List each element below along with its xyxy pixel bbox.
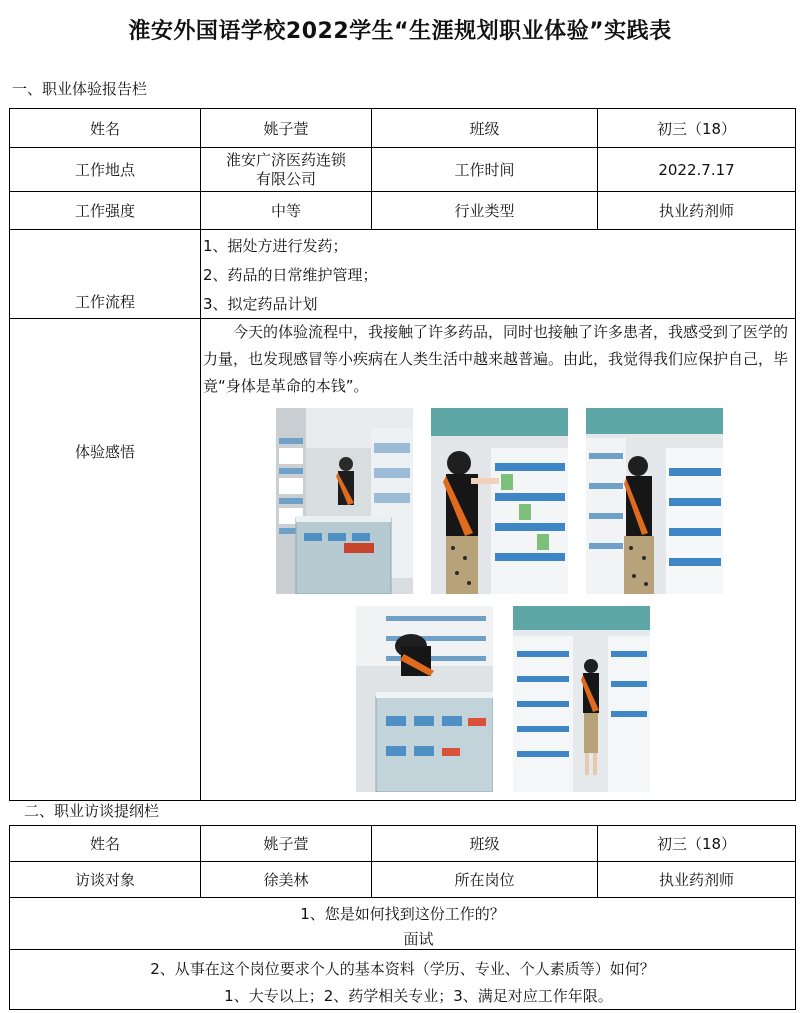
photo-checking-medicine — [586, 408, 723, 594]
question-1-cell — [10, 898, 796, 950]
place-label: 工作地点 — [10, 148, 201, 192]
answer-1: 面试 — [403, 929, 434, 948]
time-label: 工作时间 — [372, 148, 598, 192]
process-label — [10, 230, 201, 319]
name-value: 姚子萱 — [201, 109, 372, 148]
section-report-heading: 一、职业体验报告栏 — [12, 80, 148, 98]
place-line-1: 淮安广济医药连锁 — [225, 150, 346, 169]
class-value: 初三（18） — [598, 109, 796, 148]
interview-class-label: 班级 — [372, 826, 598, 862]
section-interview-heading: 二、职业访谈提纲栏 — [24, 802, 160, 820]
place-value — [201, 148, 372, 192]
photo-bending-at-counter — [356, 606, 493, 792]
interview-position-value: 执业药剂师 — [598, 862, 796, 898]
question-1: 1、您是如何找到这份工作的？ — [300, 904, 505, 923]
reflection-cell — [201, 319, 796, 801]
page-title: 淮安外国语学校2022学生“生涯规划职业体验”实践表 — [128, 19, 672, 44]
process-step-3: 3、拟定药品计划 — [203, 295, 318, 313]
reflection-label — [10, 319, 201, 801]
process-step-2: 2、药品的日常维护管理； — [203, 266, 378, 284]
class-label: 班级 — [372, 109, 598, 148]
photo-standing-by-shelf — [513, 606, 650, 792]
reflection-label-text: 体验感悟 — [74, 443, 135, 461]
interview-position-label: 所在岗位 — [372, 862, 598, 898]
photo-gallery — [201, 400, 795, 800]
interview-name-label: 姓名 — [10, 826, 201, 862]
place-line-2: 有限公司 — [255, 169, 316, 188]
process-value — [201, 230, 796, 319]
process-step-1: 1、据处方进行发药； — [203, 237, 348, 255]
interview-class-value: 初三（18） — [598, 826, 796, 862]
name-label: 姓名 — [10, 109, 201, 148]
process-label-text: 工作流程 — [74, 293, 135, 311]
photo-stocking-shelf — [431, 408, 568, 594]
answer-2: 1、大专以上；2、药学相关专业；3、满足对应工作年限。 — [224, 986, 613, 1005]
interview-table — [9, 825, 796, 1010]
intensity-value: 中等 — [201, 192, 372, 230]
interview-name-value: 姚子萱 — [201, 826, 372, 862]
reflection-text: 今天的体验流程中，我接触了许多药品，同时也接触了许多患者，我感受到了医学的力量，也发现感冒等小疾病在人类生活中越来越普遍。由此，我觉得我们应保护自己，毕竟“身体是革命的本钱”。 — [203, 323, 789, 395]
question-2-cell — [10, 950, 796, 1010]
intensity-label: 工作强度 — [10, 192, 201, 230]
interview-target-value: 徐美林 — [201, 862, 372, 898]
industry-value: 执业药剂师 — [598, 192, 796, 230]
question-2: 2、从事在这个岗位要求个人的基本资料（学历、专业、个人素质等）如何？ — [150, 959, 655, 978]
time-value: 2022.7.17 — [598, 148, 796, 192]
interview-target-label: 访谈对象 — [10, 862, 201, 898]
report-table — [9, 108, 796, 801]
photo-pharmacy-counter — [276, 408, 413, 594]
industry-label: 行业类型 — [372, 192, 598, 230]
